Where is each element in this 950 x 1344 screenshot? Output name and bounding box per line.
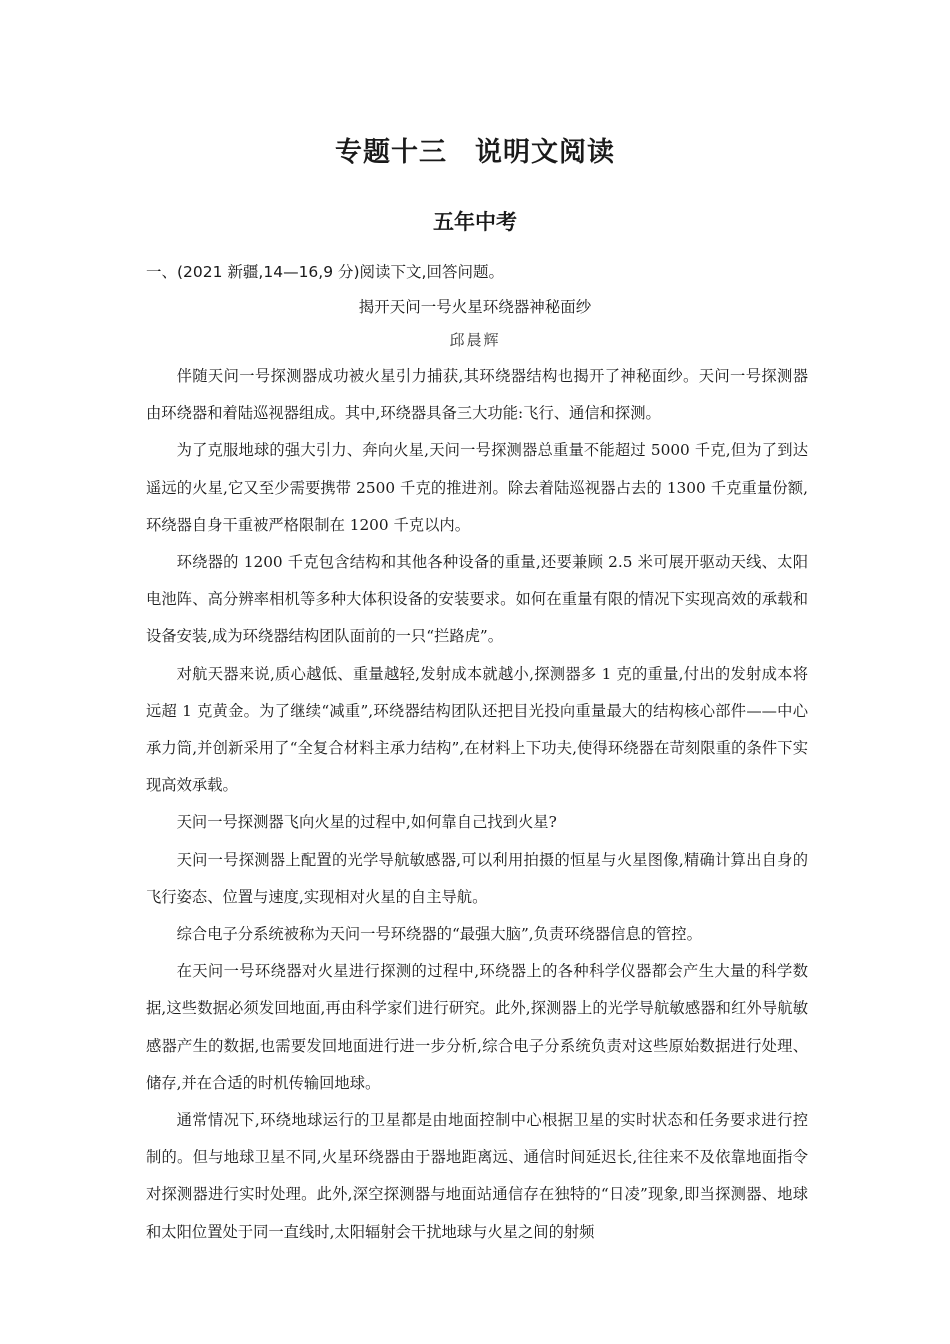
article-title: 揭开天问一号火星环绕器神秘面纱 (358, 298, 592, 316)
article-author: 邱晨辉 (449, 331, 501, 349)
paragraph: 通常情况下,环绕地球运行的卫星都是由地面控制中心根据卫星的实时状态和任务要求进行控制的。但与地球卫星不同,火星环绕器由于器地距离远、通信时间延迟长,往往来不及依靠地面指令对探测器进行实时处理。此外,深空探测器与地面站通信存在独特的“日凌”现象,即当探测器、地球和太阳位置处于同一直线时,太阳辐射会干扰地球与火星之间的射频 (146, 1111, 808, 1241)
paragraph: 在天问一号环绕器对火星进行探测的过程中,环绕器上的各种科学仪器都会产生大量的科学数据,这些数据必须发回地面,再由科学家们进行研究。此外,探测器上的光学导航敏感器和红外导航敏感器产生的数据,也需要发回地面进行进一步分析,综合电子分系统负责对这些原始数据进行处理、储存,并在合适的时机传输回地球。 (146, 962, 808, 1092)
paragraph: 环绕器的 1200 千克包含结构和其他各种设备的重量,还要兼顾 2.5 米可展开驱动天线、太阳电池阵、高分辨率相机等多种大体积设备的安装要求。如何在重量有限的情况下实现高效的承载和设备安装,成为环绕器结构团队面前的一只“拦路虎”。 (146, 553, 808, 646)
article-body (146, 358, 808, 1251)
question-label: 一、(2021 新疆,14—16,9 分)阅读下文,回答问题。 (146, 263, 504, 281)
paragraph: 伴随天问一号探测器成功被火星引力捕获,其环绕器结构也揭开了神秘面纱。天问一号探测器由环绕器和着陆巡视器组成。其中,环绕器具备三大功能:飞行、通信和探测。 (146, 367, 808, 423)
paragraph: 综合电子分系统被称为天问一号环绕器的“最强大脑”,负责环绕器信息的管控。 (176, 925, 702, 944)
paragraph: 对航天器来说,质心越低、重量越轻,发射成本就越小,探测器多 1 克的重量,付出的发射成本将远超 1 克黄金。为了继续“减重”,环绕器结构团队还把目光投向重量最大的结构核心部件——中心承力筒,并创新采用了“全复合材料主承力结构”,在材料上下功夫,使得环绕器在苛刻限重的条件下实现高效承载。 (146, 664, 808, 795)
page-title: 专题十三 说明文阅读 (335, 137, 615, 168)
paragraph: 为了克服地球的强大引力、奔向火星,天问一号探测器总重量不能超过 5000 千克,但为了到达遥远的火星,它又至少需要携带 2500 千克的推进剂。除去着陆巡视器占去的 1300 千克重量份额,环绕器自身干重被严格限制在 1200 千克以内。 (146, 441, 808, 534)
paragraph: 天问一号探测器飞向火星的过程中,如何靠自己找到火星? (176, 813, 557, 832)
paragraph: 天问一号探测器上配置的光学导航敏感器,可以利用拍摄的恒星与火星图像,精确计算出自身的飞行姿态、位置与速度,实现相对火星的自主导航。 (146, 850, 808, 906)
section-subtitle: 五年中考 (433, 210, 517, 234)
